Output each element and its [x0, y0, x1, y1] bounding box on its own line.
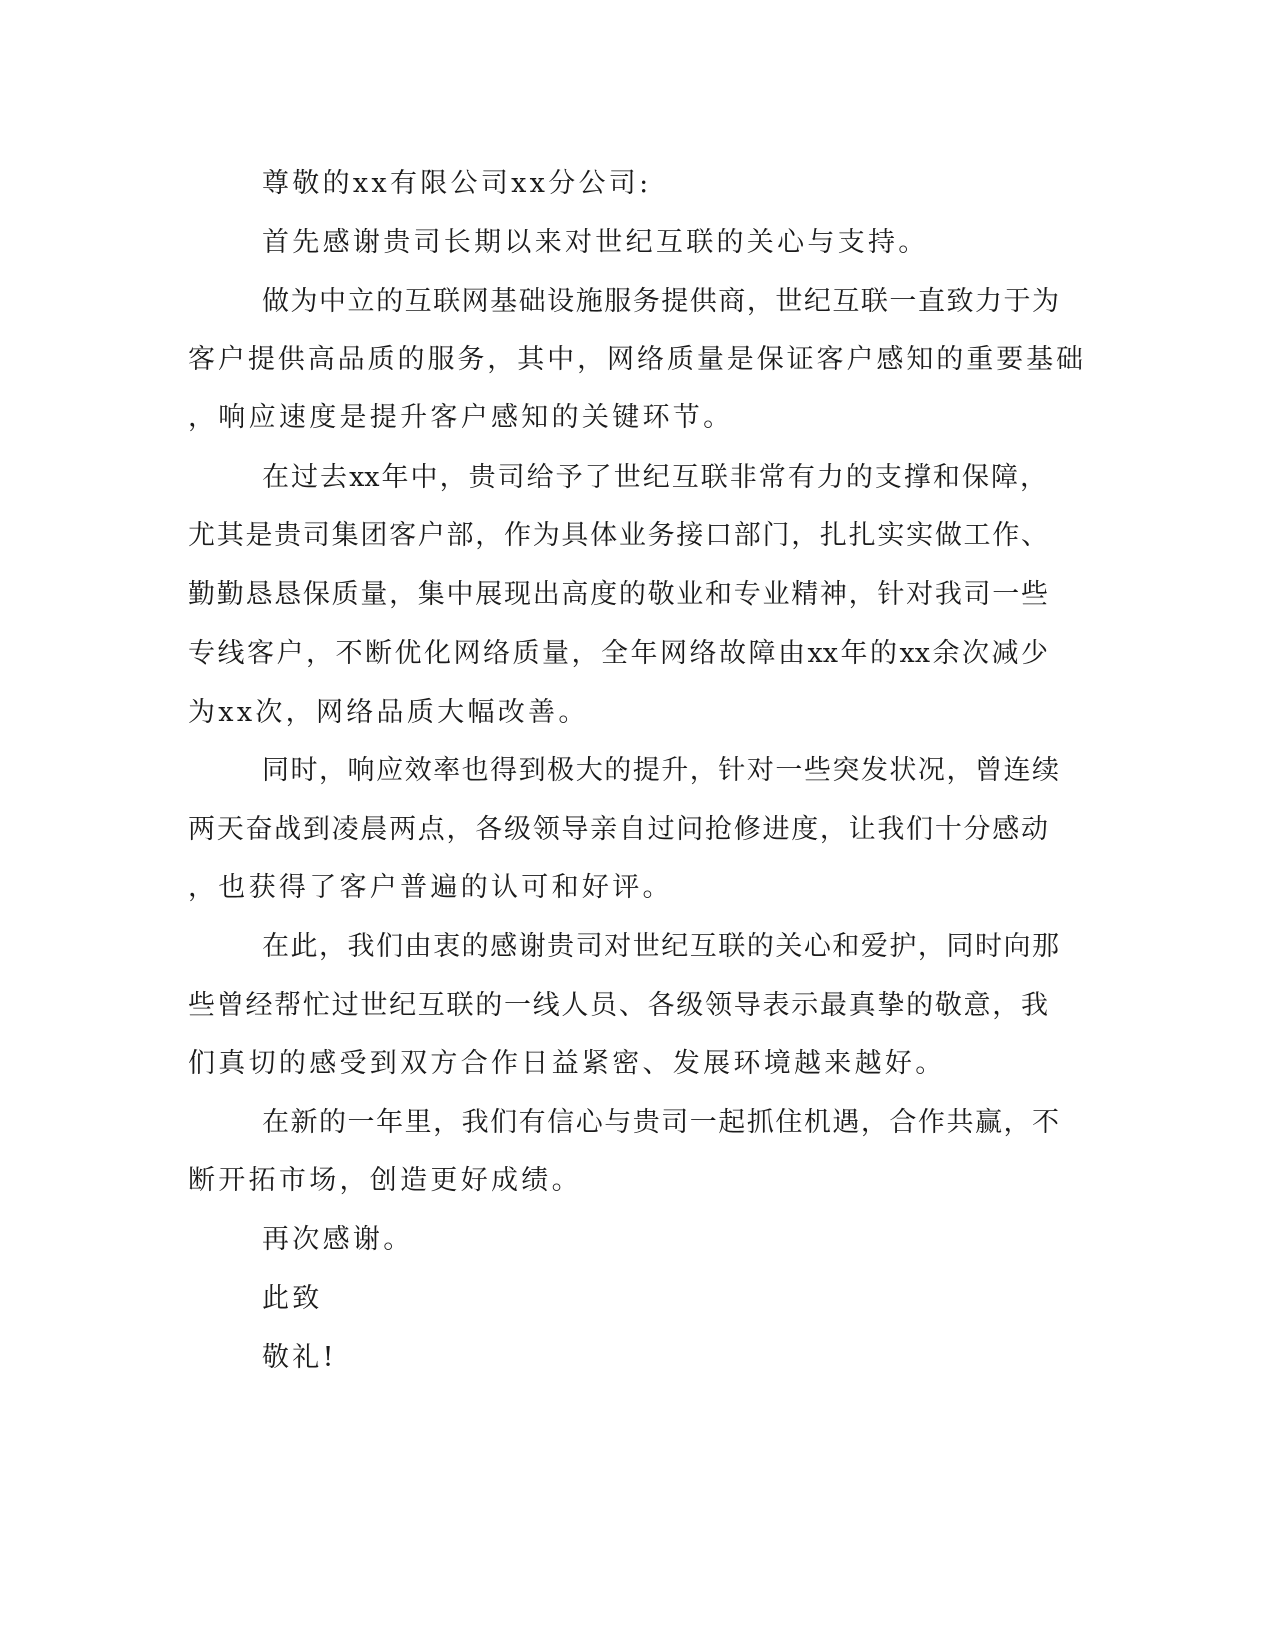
closing-jingli: 敬礼!	[262, 1342, 337, 1373]
paragraph-line: ，也获得了客户普遍的认可和好评。	[188, 872, 673, 903]
salutation: 尊敬的xx有限公司xx分公司:	[262, 168, 652, 199]
paragraph-line: 在新的一年里，我们有信心与贵司一起抓住机遇，合作共赢，不	[262, 1107, 1059, 1138]
paragraph-line: 尤其是贵司集团客户部，作为具体业务接口部门，扎扎实实做工作、	[188, 520, 1048, 551]
paragraph-line: 勤勤恳恳保质量，集中展现出高度的敬业和专业精神，针对我司一些	[188, 579, 1048, 610]
paragraph-line: 两天奋战到凌晨两点，各级领导亲自过问抢修进度，让我们十分感动	[188, 814, 1048, 845]
closing-thanks: 再次感谢。	[262, 1224, 414, 1255]
paragraph-line: 同时，响应效率也得到极大的提升，针对一些突发状况，曾连续	[262, 755, 1059, 786]
paragraph-line: 在此，我们由衷的感谢贵司对世纪互联的关心和爱护，同时向那	[262, 931, 1059, 962]
paragraph-line: 们真切的感受到双方合作日益紧密、发展环境越来越好。	[188, 1048, 946, 1079]
paragraph-line: 客户提供高品质的服务，其中，网络质量是保证客户感知的重要基础	[188, 344, 1083, 375]
paragraph-line: 首先感谢贵司长期以来对世纪互联的关心与支持。	[262, 227, 929, 258]
paragraph-line: 些曾经帮忙过世纪互联的一线人员、各级领导表示最真挚的敬意，我	[188, 990, 1048, 1021]
closing-cizhi: 此致	[262, 1283, 323, 1314]
paragraph-line: 在过去xx年中，贵司给予了世纪互联非常有力的支撑和保障，	[262, 462, 1047, 493]
paragraph-line: 为xx次，网络品质大幅改善。	[188, 697, 589, 728]
paragraph-line: ，响应速度是提升客户感知的关键环节。	[188, 402, 734, 433]
paragraph-line: 做为中立的互联网基础设施服务提供商，世纪互联一直致力于为	[262, 286, 1059, 317]
paragraph-line: 专线客户，不断优化网络质量，全年网络故障由xx年的xx余次减少	[188, 638, 1048, 669]
paragraph-line: 断开拓市场，创造更好成绩。	[188, 1165, 582, 1196]
